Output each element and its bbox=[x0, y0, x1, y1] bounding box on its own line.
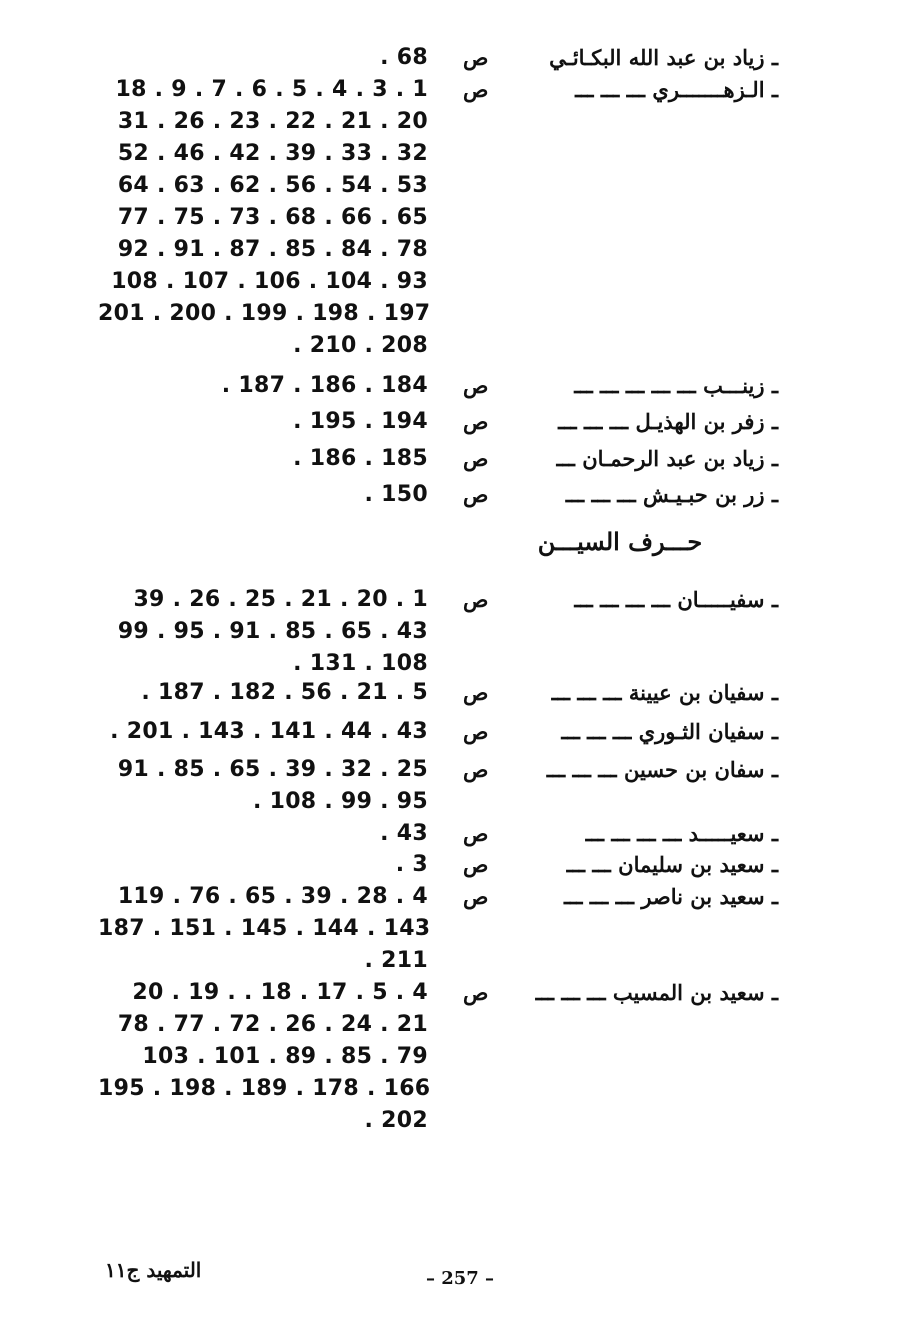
entry-name: ـ زر بن حبـيـش ـــ ـــ ـــ bbox=[565, 482, 778, 507]
page-references bbox=[98, 74, 431, 362]
page-abbrev: ص bbox=[463, 821, 489, 846]
page-reference-line: . 43 bbox=[380, 821, 428, 846]
page-reference-line: . 186 . 185 bbox=[293, 446, 428, 471]
book-volume-label: التمهيد ج١١ bbox=[105, 1258, 202, 1282]
entry-name: ـ سعيـــــد ـــ ـــ ـــ ـــ bbox=[585, 821, 778, 846]
page-references bbox=[98, 370, 428, 402]
page-reference-line: . 202 bbox=[364, 1108, 428, 1133]
page-reference-line: . 131 . 108 bbox=[293, 651, 428, 676]
page-abbrev: ص bbox=[463, 587, 489, 612]
page-reference-line: . 3 bbox=[395, 852, 428, 877]
page-abbrev: ص bbox=[463, 680, 489, 705]
entry-name: ـ زياد بن عبد الرحمـان ـــ bbox=[556, 446, 778, 471]
page-reference-line: 92 . 91 . 87 . 85 . 84 . 78 bbox=[117, 237, 428, 262]
page-abbrev: ص bbox=[463, 852, 489, 877]
page-references bbox=[98, 881, 431, 977]
page-reference-line: 91 . 85 . 65 . 39 . 32 . 25 bbox=[117, 757, 428, 782]
page-reference-line: 77 . 75 . 73 . 68 . 66 . 65 bbox=[117, 205, 428, 230]
page-reference-line: 187 . 151 . 145 . 144 . 143 bbox=[98, 916, 431, 941]
page-reference-line: . 187 . 186 . 184 bbox=[221, 373, 428, 398]
page-abbrev: ص bbox=[463, 409, 489, 434]
page-reference-line: 64 . 63 . 62 . 56 . 54 . 53 bbox=[117, 173, 428, 198]
page-references bbox=[98, 754, 428, 818]
entry-name: ـ سفيان بن عيينة ـــ ـــ ـــ bbox=[551, 680, 778, 705]
page-reference-line: 78 . 77 . 72 . 26 . 24 . 21 bbox=[117, 1012, 428, 1037]
entry-name: ـ سفيـــــان ـــ ـــ ـــ ـــ bbox=[574, 587, 778, 612]
page-reference-line: 52 . 46 . 42 . 39 . 33 . 32 bbox=[117, 141, 428, 166]
page-reference-line: 201 . 200 . 199 . 198 . 197 bbox=[98, 301, 431, 326]
page-reference-line: 119 . 76 . 65 . 39 . 28 . 4 bbox=[117, 884, 428, 909]
entry-name: ـ الـزهـــــــري ـــ ـــ ـــ bbox=[575, 77, 778, 102]
page-number: – 257 – bbox=[425, 1268, 495, 1289]
page-reference-line: . 68 bbox=[380, 45, 428, 70]
page-abbrev: ص bbox=[463, 446, 489, 471]
page-reference-line: . 210 . 208 bbox=[293, 333, 428, 358]
entry-name: ـ سعيد بن سليمان ـــ ـــ bbox=[566, 852, 778, 877]
page-references bbox=[98, 479, 428, 511]
page-abbrev: ص bbox=[463, 482, 489, 507]
page-reference-line: . 187 . 182 . 56 . 21 . 5 bbox=[141, 680, 428, 705]
page-reference-line: 31 . 26 . 23 . 22 . 21 . 20 bbox=[117, 109, 428, 134]
page-references bbox=[98, 406, 428, 438]
page-reference-line: 39 . 26 . 25 . 21 . 20 . 1 bbox=[133, 587, 428, 612]
page-abbrev: ص bbox=[463, 757, 489, 782]
page-abbrev: ص bbox=[463, 373, 489, 398]
page-reference-line: 103 . 101 . 89 . 85 . 79 bbox=[142, 1044, 428, 1069]
page-abbrev: ص bbox=[463, 980, 489, 1005]
page-references bbox=[98, 584, 428, 680]
page-references bbox=[98, 42, 428, 74]
page-reference-line: . 201 . 143 . 141 . 44 . 43 bbox=[110, 719, 428, 744]
section-heading: حـــرف السيـــن bbox=[537, 527, 703, 556]
entry-name: ـ سعيد بن المسيب ـــ ـــ ـــ bbox=[535, 980, 778, 1005]
page-reference-line: 195 . 198 . 189 . 178 . 166 bbox=[98, 1076, 431, 1101]
page-references bbox=[98, 849, 428, 881]
page-references bbox=[98, 677, 428, 709]
page-references bbox=[98, 443, 428, 475]
page-abbrev: ص bbox=[463, 77, 489, 102]
page-reference-line: . 211 bbox=[364, 948, 428, 973]
page-reference-line: 99 . 95 . 91 . 85 . 65 . 43 bbox=[117, 619, 428, 644]
page-abbrev: ص bbox=[463, 45, 489, 70]
entry-name: ـ زينـــب ـــ ـــ ـــ ـــ ـــ bbox=[574, 373, 778, 398]
entry-name: ـ سعيد بن ناصر ـــ ـــ ـــ bbox=[564, 884, 778, 909]
page-reference-line: . 108 . 99 . 95 bbox=[252, 789, 428, 814]
entry-name: ـ سفيان الثـوري ـــ ـــ ـــ bbox=[561, 719, 778, 744]
page-references bbox=[98, 716, 428, 748]
page-reference-line: . 150 bbox=[364, 482, 428, 507]
page-reference-line: 20 . 19 . . 18 . 17 . 5 . 4 bbox=[132, 980, 428, 1005]
page-reference-line: . 195 . 194 bbox=[293, 409, 428, 434]
entry-name: ـ سفان بن حسين ـــ ـــ ـــ bbox=[546, 757, 778, 782]
page-abbrev: ص bbox=[463, 884, 489, 909]
page-references bbox=[98, 818, 428, 850]
page-references bbox=[98, 977, 431, 1137]
page-reference-line: 18 . 9 . 7 . 6 . 5 . 4 . 3 . 1 bbox=[115, 77, 428, 102]
page-abbrev: ص bbox=[463, 719, 489, 744]
entry-name: ـ زفر بن الهذيـل ـــ ـــ ـــ bbox=[558, 409, 778, 434]
page-reference-line: 108 . 107 . 106 . 104 . 93 bbox=[111, 269, 428, 294]
entry-name: ـ زياد بن عبد الله البكـائـي bbox=[549, 45, 778, 70]
